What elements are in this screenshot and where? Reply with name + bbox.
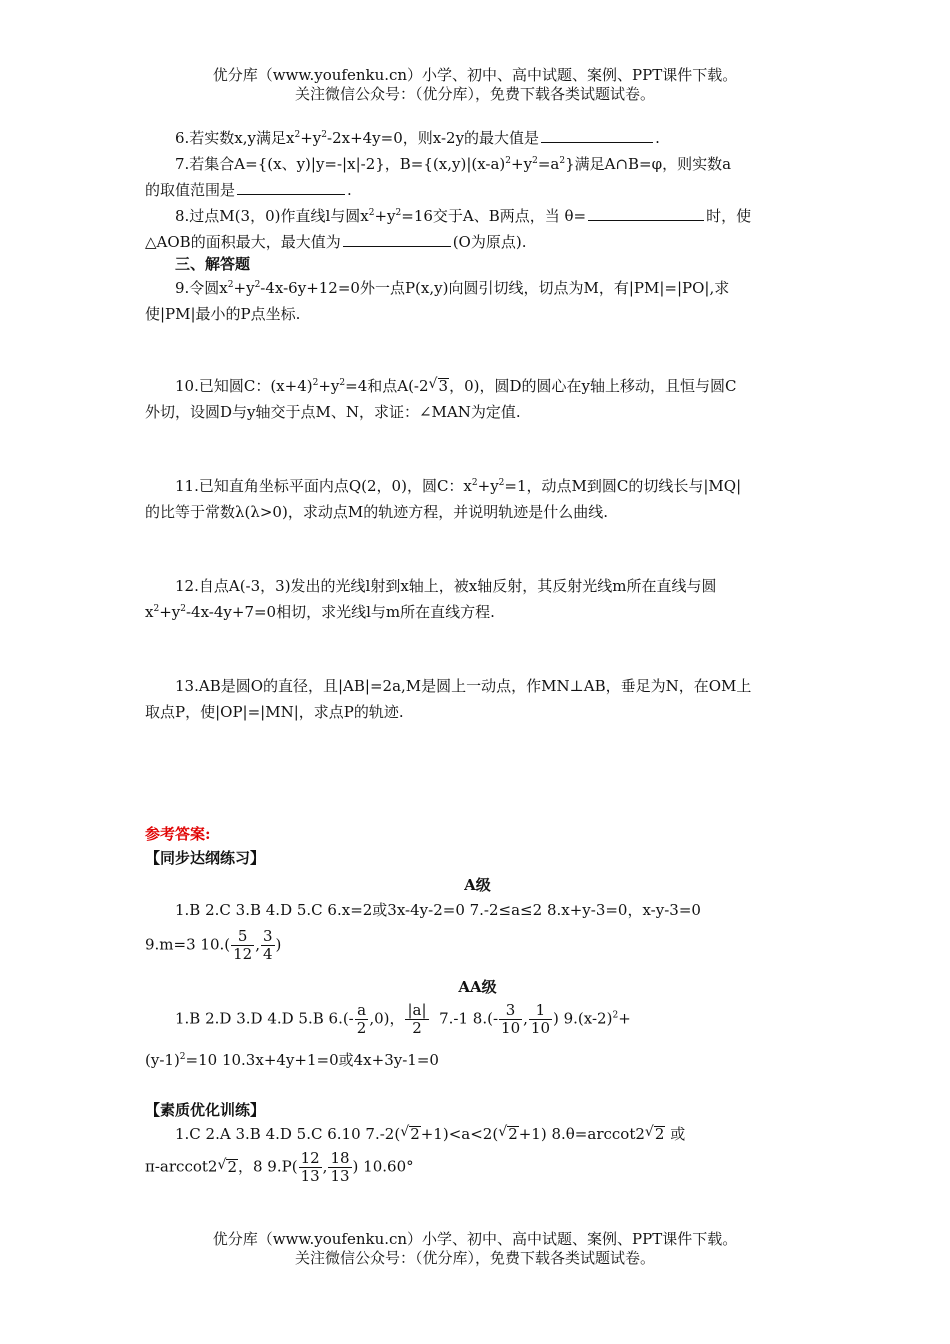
answer-blank <box>541 128 653 143</box>
sqrt-symbol: √ 3 <box>438 378 450 393</box>
question-10-line-2: 外切，设圆D与y轴交于点M、N，求证：∠MAN为定值. <box>145 403 521 421</box>
question-13-line-2: 取点P，使|OP|=|MN|，求点P的轨迹. <box>145 703 404 721</box>
sqrt-symbol: √ 2 <box>654 1126 666 1141</box>
level-a-heading: A级 <box>464 876 491 894</box>
question-11-line-1: 11.已知直角坐标平面内点Q(2，0)，圆C：$x^2+y^2=1$，动点M到圆C的切线长与|MQ| <box>175 477 742 495</box>
question-6: 6.若实数x,y满足$x^2+y^2-2x+4y=0$，则x-2y的最大值是 . <box>175 129 660 147</box>
footer-line-2: 关注微信公众号：（优分库），免费下载各类试题试卷。 <box>294 1249 655 1267</box>
answers-section-1: 【同步达纲练习】 <box>145 849 266 867</box>
question-7-line-1: 7.若集合A={(x、y)|y=-|x|-2}，$B=\{(x,y)|(x-a)^2+y^2=a^2\}$满足A∩B=φ，则实数a <box>175 155 732 173</box>
answers-aa-line-1: 1.B 2.D 3.D 4.D 5.B 6.(- $\frac{a}{2}$ ,0)， $\frac{|a|}{2}$ 7.-1 8.(- $\frac{3}{10}$ , $\frac{1}{10}$ ) $9.(x-2)^2+$ <box>175 1001 631 1037</box>
footer-line-1: 优分库（www.youfenku.cn）小学、初中、高中试题、案例、PPT课件下载。 <box>212 1230 738 1248</box>
question-8-line-2: △AOB的面积最大，最大值为 (O为原点). <box>145 233 527 251</box>
fraction: $\frac{1}{10}$ <box>530 1001 550 1037</box>
answer-blank <box>343 232 451 247</box>
answers-section-2: 【素质优化训练】 <box>145 1101 266 1119</box>
answers-a-line-1: 1.B 2.C 3.B 4.D 5.C 6.x=2或3x-4y-2=0 7.-2≤a≤2 8.x+y-3=0，x-y-3=0 <box>175 901 701 919</box>
level-aa-heading: AA级 <box>458 978 497 996</box>
fraction: $\frac{3}{4}$ <box>263 927 273 963</box>
question-9-line-1: 9.令圆$x^2+y^2-4x-6y+12=0$外一点P(x,y)向圆引切线，切点为M，有|PM|=|PO|,求 <box>175 279 730 297</box>
question-9-line-2: 使|PM|最小的P点坐标. <box>145 305 301 323</box>
header-line-2: 关注微信公众号：（优分库），免费下载各类试题试卷。 <box>294 85 655 103</box>
answers-s-line-1: 1.C 2.A 3.B 4.D 5.C 6.10 7.-2(√ 2+1)<a<2(√ 2+1) 8.θ=arccot2√ 2 或 <box>175 1124 685 1144</box>
answer-blank <box>237 180 345 195</box>
fraction: $\frac{18}{13}$ <box>330 1149 350 1185</box>
fraction: $\frac{a}{2}$ <box>356 1001 367 1037</box>
header-line-1: 优分库（www.youfenku.cn）小学、初中、高中试题、案例、PPT课件下载。 <box>212 66 738 84</box>
answers-aa-line-2: $(y-1)^2=10$ 10.3x+4y+1=0或4x+3y-1=0 <box>145 1051 439 1069</box>
sqrt-symbol: √ 2 <box>507 1126 519 1141</box>
question-12-line-1: 12.自点A(-3，3)发出的光线l射到x轴上，被x轴反射，其反射光线m所在直线与圆 <box>175 577 717 595</box>
question-8-line-1: 8.过点M(3，0)作直线l与圆$x^2+y^2=16$交于A、B两点，当 θ= 时，使 <box>175 207 752 225</box>
question-11-line-2: 的比等于常数λ(λ>0)，求动点M的轨迹方程，并说明轨迹是什么曲线. <box>145 503 608 521</box>
fraction: $\frac{|a|}{2}$ <box>407 1001 427 1037</box>
answers-title: 参考答案: <box>145 825 211 843</box>
question-7-line-2: 的取值范围是 . <box>145 181 352 199</box>
fraction: $\frac{12}{13}$ <box>300 1149 320 1185</box>
fraction: $\frac{3}{10}$ <box>501 1001 521 1037</box>
question-12-line-2: $x^2+y^2-4x-4y+7=0$相切，求光线l与m所在直线方程. <box>145 603 495 621</box>
sqrt-symbol: √ 2 <box>226 1159 238 1174</box>
sqrt-symbol: √ 2 <box>409 1126 421 1141</box>
page-footer <box>0 1230 950 1268</box>
fraction: $\frac{5}{12}$ <box>233 927 253 963</box>
section-heading-3: 三、解答题 <box>175 255 251 273</box>
page-header-top <box>0 66 950 104</box>
question-13-line-1: 13.AB是圆O的直径，且|AB|=2a,M是圆上一动点，作MN⊥AB，垂足为N，在OM上 <box>175 677 752 695</box>
answer-blank <box>588 206 704 221</box>
answers-a-line-2: 9.m=3 10.( $\frac{5}{12}$ , $\frac{3}{4}$ ) <box>145 927 282 963</box>
answers-s-line-2: π-arccot2√ 2，8 9.P( $\frac{12}{13}$ , $\frac{18}{13}$ ) 10.60° <box>145 1150 414 1185</box>
question-10-line-1: 10.已知圆C：$(x+4)^2+y^2=4$和点A(-2√ 3，0)，圆D的圆心在y轴上移动，且恒与圆C <box>175 376 736 396</box>
